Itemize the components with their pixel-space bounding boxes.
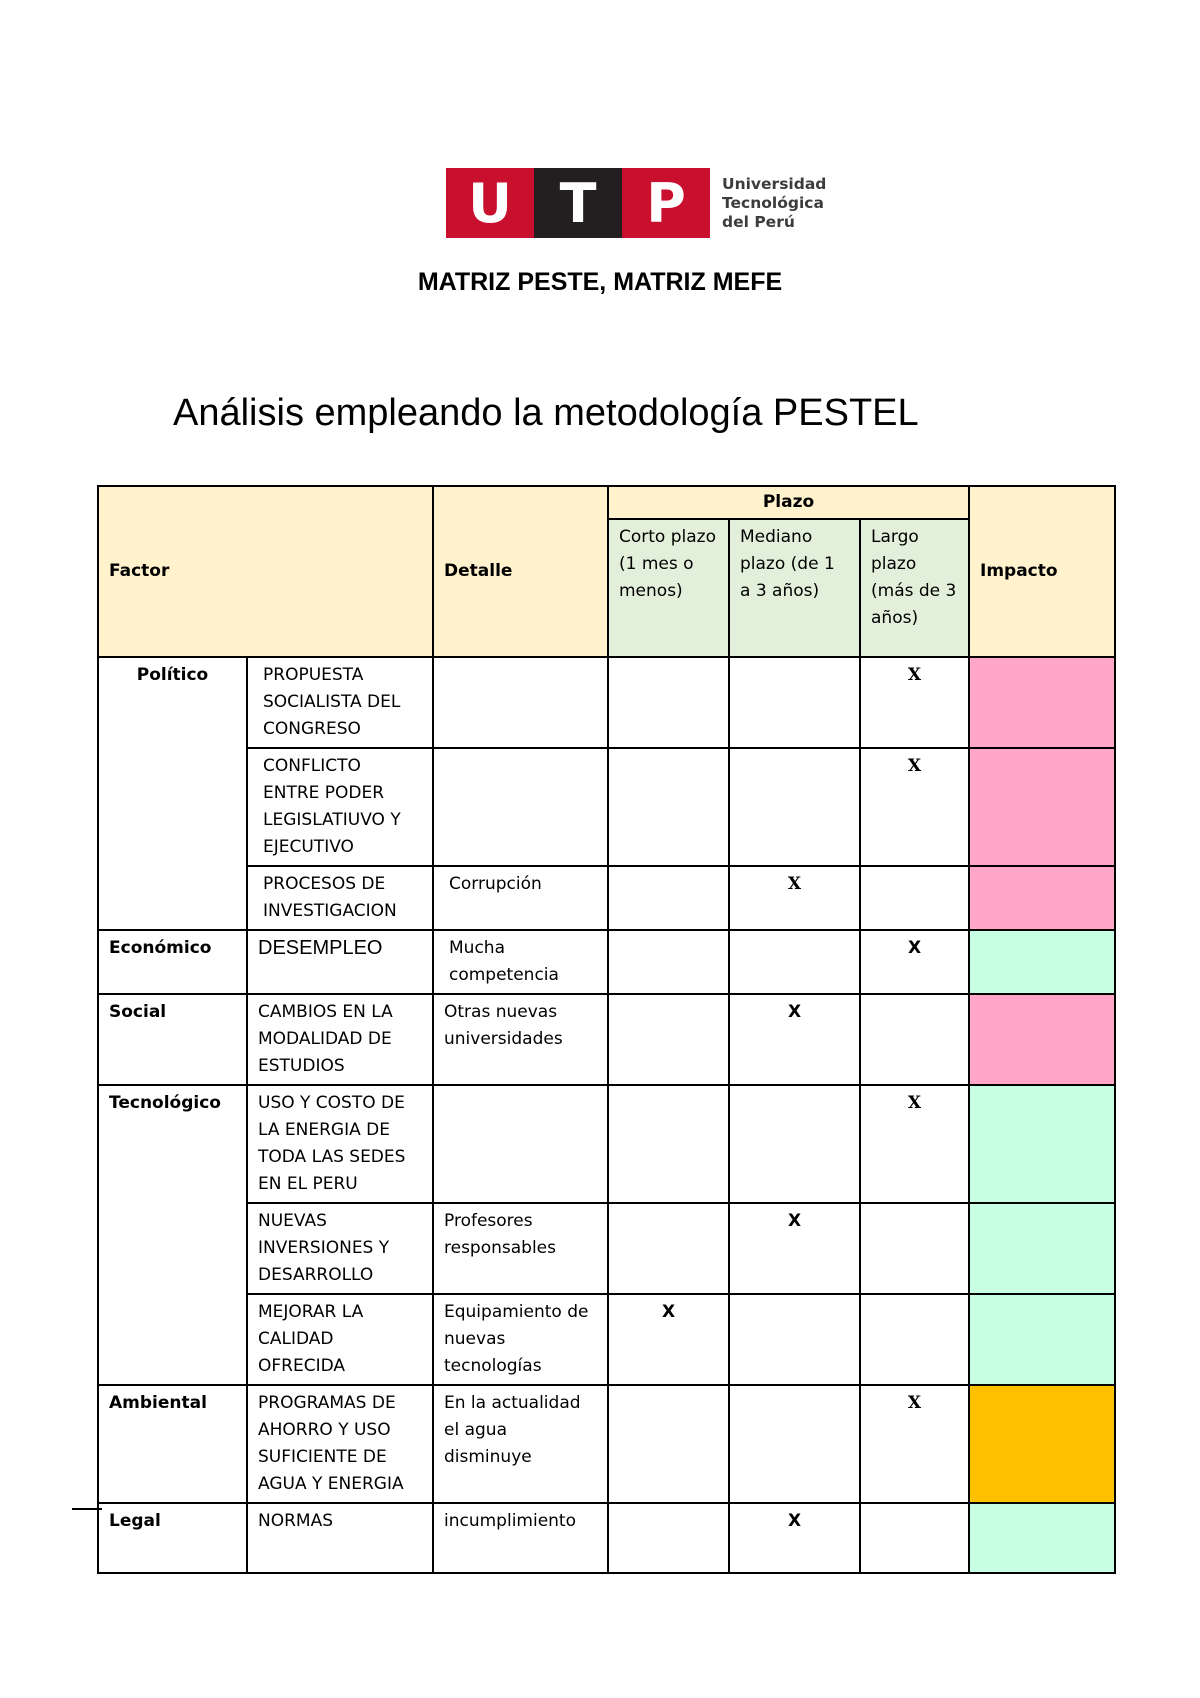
plazo-cell-largo: X	[860, 930, 969, 994]
logo-text	[722, 175, 826, 232]
plazo-cell-corto	[608, 1203, 729, 1294]
table-row	[98, 994, 1115, 1085]
plazo-cell-largo	[860, 866, 969, 930]
plazo-cell-largo	[860, 994, 969, 1085]
impacto-cell	[969, 866, 1115, 930]
plazo-cell-mediano	[729, 1385, 860, 1503]
plazo-cell-corto	[608, 994, 729, 1085]
document-title: MATRIZ PESTE, MATRIZ MEFE	[417, 268, 783, 296]
impacto-cell	[969, 1294, 1115, 1385]
detalle-cell: En la actualidad el agua disminuye	[433, 1385, 608, 1503]
plazo-cell-corto	[608, 1503, 729, 1573]
item-cell: NORMAS	[247, 1503, 433, 1573]
pestel-table	[97, 485, 1116, 1574]
detalle-cell: Profesores responsables	[433, 1203, 608, 1294]
header-impacto: Impacto	[969, 486, 1115, 657]
detalle-cell: Mucha competencia	[433, 930, 608, 994]
item-cell: USO Y COSTO DE LA ENERGIA DE TODA LAS SEDES EN EL PERU	[247, 1085, 433, 1203]
factor-cell: Político	[98, 657, 247, 930]
plazo-cell-mediano	[729, 1294, 860, 1385]
plazo-cell-largo	[860, 1294, 969, 1385]
table-row	[98, 1085, 1115, 1203]
item-cell: PROCESOS DE INVESTIGACION	[247, 866, 433, 930]
plazo-cell-mediano	[729, 748, 860, 866]
utp-logo	[446, 168, 826, 238]
item-cell: DESEMPLEO	[247, 930, 433, 994]
detalle-cell: Otras nuevas universidades	[433, 994, 608, 1085]
item-cell: PROGRAMAS DE AHORRO Y USO SUFICIENTE DE AGUA Y ENERGIA	[247, 1385, 433, 1503]
table-row	[98, 657, 1115, 748]
item-cell: NUEVAS INVERSIONES Y DESARROLLO	[247, 1203, 433, 1294]
table-row	[98, 1503, 1115, 1573]
impacto-cell	[969, 994, 1115, 1085]
logo-text-line: del Perú	[722, 212, 795, 231]
header-largo-plazo: Largo plazo (más de 3 años)	[860, 519, 969, 657]
impacto-cell	[969, 930, 1115, 994]
plazo-cell-largo: X	[860, 657, 969, 748]
detalle-cell	[433, 1085, 608, 1203]
factor-cell: Tecnológico	[98, 1085, 247, 1385]
plazo-cell-largo: X	[860, 1385, 969, 1503]
detalle-cell	[433, 657, 608, 748]
table-row	[98, 930, 1115, 994]
factor-cell: Legal	[98, 1503, 247, 1573]
detalle-cell: incumplimiento	[433, 1503, 608, 1573]
table-row	[98, 748, 1115, 866]
item-cell: MEJORAR LA CALIDAD OFRECIDA	[247, 1294, 433, 1385]
logo-letter-u: U	[446, 168, 534, 238]
plazo-cell-largo	[860, 1503, 969, 1573]
table-row	[98, 1203, 1115, 1294]
logo-text-line: Tecnológica	[722, 193, 824, 212]
plazo-cell-corto	[608, 748, 729, 866]
item-cell: CAMBIOS EN LA MODALIDAD DE ESTUDIOS	[247, 994, 433, 1085]
table-row	[98, 1385, 1115, 1503]
table-row	[98, 866, 1115, 930]
detalle-cell: Corrupción	[433, 866, 608, 930]
plazo-cell-corto	[608, 657, 729, 748]
detalle-cell: Equipamiento de nuevas tecnologías	[433, 1294, 608, 1385]
header-plazo: Plazo	[608, 486, 969, 519]
plazo-cell-corto	[608, 1085, 729, 1203]
plazo-cell-corto: X	[608, 1294, 729, 1385]
plazo-cell-mediano	[729, 930, 860, 994]
header-mediano-plazo: Mediano plazo (de 1 a 3 años)	[729, 519, 860, 657]
plazo-cell-largo: X	[860, 1085, 969, 1203]
impacto-cell	[969, 1203, 1115, 1294]
plazo-cell-mediano: X	[729, 1203, 860, 1294]
section-title: Análisis empleando la metodología PESTEL	[173, 392, 919, 434]
impacto-cell	[969, 1085, 1115, 1203]
item-cell: CONFLICTO ENTRE PODER LEGISLATIUVO Y EJECUTIVO	[247, 748, 433, 866]
impacto-cell	[969, 657, 1115, 748]
plazo-cell-mediano: X	[729, 1503, 860, 1573]
impacto-cell	[969, 1385, 1115, 1503]
plazo-cell-mediano	[729, 657, 860, 748]
plazo-cell-mediano: X	[729, 994, 860, 1085]
plazo-cell-corto	[608, 930, 729, 994]
logo-text-line: Universidad	[722, 174, 827, 193]
impacto-cell	[969, 748, 1115, 866]
plazo-cell-mediano	[729, 1085, 860, 1203]
table-row	[98, 1294, 1115, 1385]
plazo-cell-corto	[608, 1385, 729, 1503]
plazo-cell-corto	[608, 866, 729, 930]
item-cell: PROPUESTA SOCIALISTA DEL CONGRESO	[247, 657, 433, 748]
plazo-cell-mediano: X	[729, 866, 860, 930]
plazo-cell-largo	[860, 1203, 969, 1294]
header-factor: Factor	[98, 486, 433, 657]
factor-cell: Económico	[98, 930, 247, 994]
logo-letter-t: T	[534, 168, 622, 238]
header-detalle: Detalle	[433, 486, 608, 657]
plazo-cell-largo: X	[860, 748, 969, 866]
bottom-rule	[72, 1508, 102, 1510]
header-corto-plazo: Corto plazo (1 mes o menos)	[608, 519, 729, 657]
factor-cell: Ambiental	[98, 1385, 247, 1503]
detalle-cell	[433, 748, 608, 866]
factor-cell: Social	[98, 994, 247, 1085]
impacto-cell	[969, 1503, 1115, 1573]
logo-letter-p: P	[622, 168, 710, 238]
